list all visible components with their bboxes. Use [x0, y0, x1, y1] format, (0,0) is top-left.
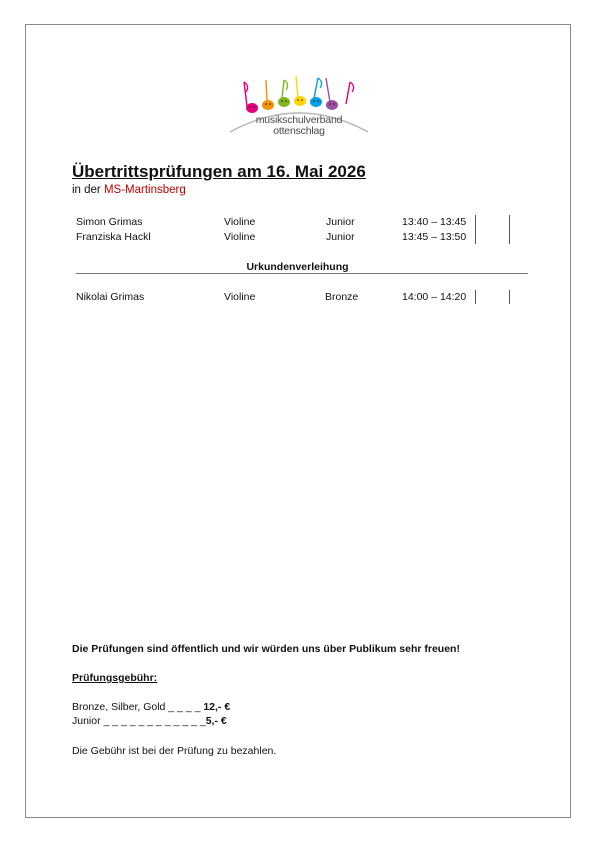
fee-line: [72, 701, 230, 713]
table-divider: [509, 215, 510, 244]
fee-amount: 12,- €: [203, 701, 231, 713]
level: Bronze: [325, 291, 359, 303]
candidate-name: Franziska Hackl: [76, 231, 151, 243]
venue-line: [72, 184, 186, 196]
schedule-row: [0, 231, 595, 245]
payment-note: Die Gebühr ist bei der Prüfung zu bezahlen.: [72, 745, 277, 757]
instrument: Violine: [224, 216, 256, 228]
level: Junior: [326, 216, 355, 228]
table-divider: [509, 290, 510, 304]
fee-heading: Prüfungsgebühr:: [72, 672, 158, 684]
schedule-row: [0, 291, 595, 305]
public-notice: Die Prüfungen sind öffentlich und wir würden uns über Publikum sehr freuen!: [72, 643, 460, 655]
time-slot: 14:00 – 14:20: [402, 291, 467, 303]
logo-text-line1: musikschulverband: [255, 114, 343, 126]
candidate-name: Simon Grimas: [76, 216, 143, 228]
table-divider: [475, 215, 476, 244]
time-slot: 13:45 – 13:50: [402, 231, 467, 243]
table-divider: [475, 290, 476, 304]
schedule-row: [0, 216, 595, 230]
venue-prefix: in der: [72, 184, 104, 196]
instrument: Violine: [224, 291, 256, 303]
fee-amount: 5,- €: [205, 715, 227, 727]
school-logo: [222, 74, 376, 156]
venue-name: MS-Martinsberg: [103, 184, 186, 196]
candidate-name: Nikolai Grimas: [76, 291, 145, 303]
instrument: Violine: [224, 231, 256, 243]
page-title: Übertrittsprüfungen am 16. Mai 2026: [72, 162, 366, 181]
level: Junior: [326, 231, 355, 243]
fee-line: [72, 715, 227, 727]
section-divider: [76, 273, 528, 274]
logo-text-line2: ottenschlag: [273, 125, 325, 137]
ceremony-heading: Urkundenverleihung: [246, 261, 349, 273]
fee-label: Junior _ _ _ _ _ _ _ _ _ _ _ _: [72, 715, 206, 727]
fee-label: Bronze, Silber, Gold _ _ _ _: [72, 701, 204, 713]
time-slot: 13:40 – 13:45: [402, 216, 467, 228]
